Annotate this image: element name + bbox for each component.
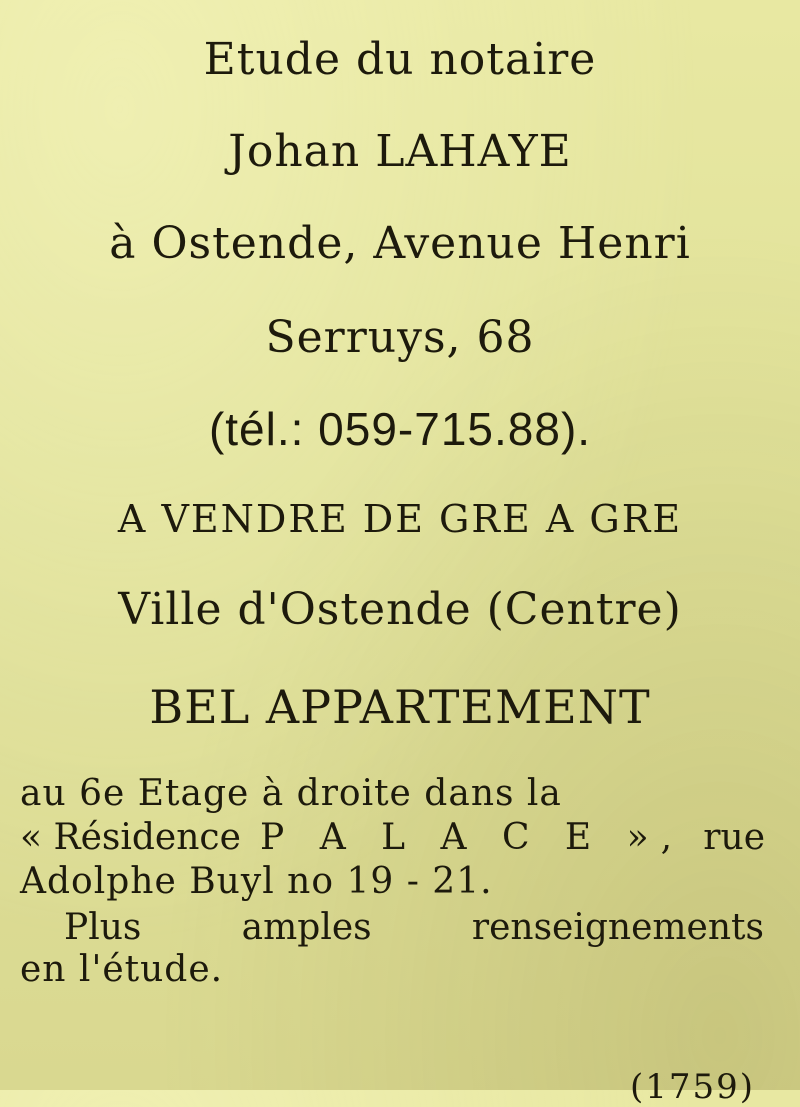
info-word-plus: Plus — [64, 907, 142, 948]
address-line-2: Serruys, 68 — [265, 312, 535, 363]
notary-office-heading: Etude du notaire — [203, 34, 597, 85]
info-line-2: en l'étude. — [20, 949, 224, 990]
info-word-renseignements: renseignements — [471, 907, 764, 948]
palace-name: P A L A C E », — [260, 817, 685, 858]
details-line-2 — [20, 817, 765, 858]
property-title: BEL APPARTEMENT — [149, 680, 651, 734]
details-line-3: Adolphe Buyl no 19 - 21. — [20, 861, 493, 902]
residence-label: « Résidence — [20, 817, 241, 858]
address-line-1: à Ostende, Avenue Henri — [109, 218, 691, 269]
location-line: Ville d'Ostende (Centre) — [118, 584, 682, 635]
street-label: rue — [703, 817, 765, 858]
info-word-amples: amples — [241, 907, 372, 948]
sale-type: A VENDRE DE GRE A GRE — [117, 497, 683, 541]
info-line-1 — [64, 907, 764, 948]
details-line-1: au 6e Etage à droite dans la — [20, 773, 562, 814]
phone-number: (tél.: 059-715.88). — [208, 403, 592, 455]
reference-number: (1759) — [629, 1067, 755, 1107]
notary-name: Johan LAHAYE — [228, 126, 572, 177]
